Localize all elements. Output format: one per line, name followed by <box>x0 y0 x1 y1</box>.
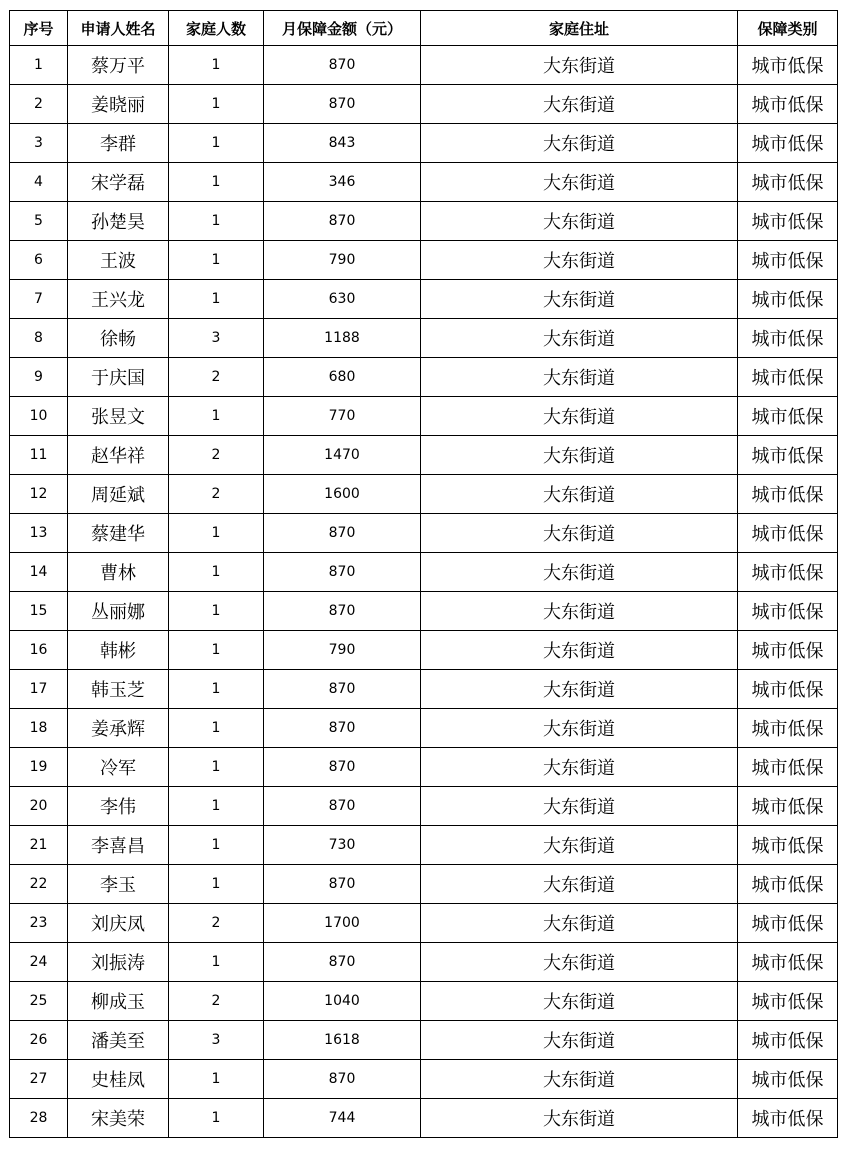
cell-monthly-amount: 1700 <box>264 904 421 943</box>
cell-address: 大东街道 <box>421 202 738 241</box>
cell-assistance-type: 城市低保 <box>738 124 838 163</box>
cell-serial: 16 <box>10 631 68 670</box>
table-row <box>10 1060 838 1099</box>
header-address: 家庭住址 <box>421 11 738 46</box>
cell-household-size: 1 <box>169 397 264 436</box>
cell-address: 大东街道 <box>421 1099 738 1138</box>
cell-assistance-type: 城市低保 <box>738 553 838 592</box>
cell-address: 大东街道 <box>421 85 738 124</box>
cell-applicant-name: 王波 <box>68 241 169 280</box>
cell-serial: 12 <box>10 475 68 514</box>
table-row <box>10 826 838 865</box>
table-row <box>10 124 838 163</box>
cell-applicant-name: 蔡建华 <box>68 514 169 553</box>
cell-applicant-name: 李群 <box>68 124 169 163</box>
cell-monthly-amount: 1470 <box>264 436 421 475</box>
table-row <box>10 475 838 514</box>
table-row <box>10 787 838 826</box>
cell-serial: 26 <box>10 1021 68 1060</box>
cell-household-size: 3 <box>169 319 264 358</box>
cell-household-size: 3 <box>169 1021 264 1060</box>
cell-assistance-type: 城市低保 <box>738 670 838 709</box>
cell-household-size: 1 <box>169 748 264 787</box>
header-serial: 序号 <box>10 11 68 46</box>
cell-serial: 22 <box>10 865 68 904</box>
cell-applicant-name: 刘振涛 <box>68 943 169 982</box>
table-row <box>10 319 838 358</box>
cell-assistance-type: 城市低保 <box>738 163 838 202</box>
cell-applicant-name: 刘庆凤 <box>68 904 169 943</box>
cell-address: 大东街道 <box>421 358 738 397</box>
cell-address: 大东街道 <box>421 592 738 631</box>
cell-household-size: 1 <box>169 826 264 865</box>
cell-address: 大东街道 <box>421 982 738 1021</box>
cell-serial: 18 <box>10 709 68 748</box>
cell-assistance-type: 城市低保 <box>738 85 838 124</box>
table-row <box>10 748 838 787</box>
cell-address: 大东街道 <box>421 514 738 553</box>
cell-address: 大东街道 <box>421 397 738 436</box>
cell-serial: 1 <box>10 46 68 85</box>
table-row <box>10 358 838 397</box>
table-row <box>10 85 838 124</box>
cell-assistance-type: 城市低保 <box>738 1099 838 1138</box>
cell-serial: 6 <box>10 241 68 280</box>
cell-serial: 28 <box>10 1099 68 1138</box>
cell-applicant-name: 曹林 <box>68 553 169 592</box>
cell-address: 大东街道 <box>421 709 738 748</box>
header-row <box>10 11 838 46</box>
table-row <box>10 592 838 631</box>
cell-address: 大东街道 <box>421 826 738 865</box>
cell-address: 大东街道 <box>421 553 738 592</box>
cell-monthly-amount: 870 <box>264 46 421 85</box>
cell-applicant-name: 孙楚昊 <box>68 202 169 241</box>
cell-monthly-amount: 870 <box>264 592 421 631</box>
cell-household-size: 1 <box>169 163 264 202</box>
cell-household-size: 1 <box>169 631 264 670</box>
cell-serial: 5 <box>10 202 68 241</box>
cell-monthly-amount: 1040 <box>264 982 421 1021</box>
cell-applicant-name: 周延斌 <box>68 475 169 514</box>
cell-applicant-name: 史桂凤 <box>68 1060 169 1099</box>
cell-address: 大东街道 <box>421 670 738 709</box>
table-row <box>10 241 838 280</box>
cell-applicant-name: 姜晓丽 <box>68 85 169 124</box>
cell-assistance-type: 城市低保 <box>738 1060 838 1099</box>
cell-assistance-type: 城市低保 <box>738 982 838 1021</box>
cell-monthly-amount: 870 <box>264 1060 421 1099</box>
cell-household-size: 2 <box>169 904 264 943</box>
cell-monthly-amount: 870 <box>264 748 421 787</box>
cell-serial: 20 <box>10 787 68 826</box>
cell-household-size: 1 <box>169 1060 264 1099</box>
cell-household-size: 1 <box>169 280 264 319</box>
cell-serial: 15 <box>10 592 68 631</box>
cell-monthly-amount: 730 <box>264 826 421 865</box>
cell-assistance-type: 城市低保 <box>738 631 838 670</box>
cell-household-size: 1 <box>169 514 264 553</box>
cell-applicant-name: 姜承辉 <box>68 709 169 748</box>
cell-applicant-name: 李伟 <box>68 787 169 826</box>
cell-address: 大东街道 <box>421 319 738 358</box>
cell-monthly-amount: 843 <box>264 124 421 163</box>
cell-serial: 3 <box>10 124 68 163</box>
table-row <box>10 904 838 943</box>
cell-address: 大东街道 <box>421 943 738 982</box>
cell-applicant-name: 李喜昌 <box>68 826 169 865</box>
cell-monthly-amount: 790 <box>264 631 421 670</box>
cell-household-size: 1 <box>169 241 264 280</box>
table-row <box>10 436 838 475</box>
cell-assistance-type: 城市低保 <box>738 241 838 280</box>
cell-monthly-amount: 870 <box>264 709 421 748</box>
cell-serial: 2 <box>10 85 68 124</box>
cell-household-size: 1 <box>169 670 264 709</box>
cell-assistance-type: 城市低保 <box>738 397 838 436</box>
cell-monthly-amount: 1188 <box>264 319 421 358</box>
cell-applicant-name: 韩彬 <box>68 631 169 670</box>
cell-monthly-amount: 790 <box>264 241 421 280</box>
cell-applicant-name: 蔡万平 <box>68 46 169 85</box>
table-row <box>10 1021 838 1060</box>
cell-assistance-type: 城市低保 <box>738 1021 838 1060</box>
cell-applicant-name: 潘美至 <box>68 1021 169 1060</box>
cell-address: 大东街道 <box>421 865 738 904</box>
header-applicant-name: 申请人姓名 <box>68 11 169 46</box>
cell-serial: 27 <box>10 1060 68 1099</box>
table-row <box>10 982 838 1021</box>
cell-applicant-name: 于庆国 <box>68 358 169 397</box>
cell-assistance-type: 城市低保 <box>738 943 838 982</box>
cell-serial: 7 <box>10 280 68 319</box>
cell-serial: 11 <box>10 436 68 475</box>
cell-assistance-type: 城市低保 <box>738 319 838 358</box>
cell-address: 大东街道 <box>421 241 738 280</box>
cell-address: 大东街道 <box>421 1060 738 1099</box>
cell-monthly-amount: 870 <box>264 865 421 904</box>
cell-assistance-type: 城市低保 <box>738 436 838 475</box>
cell-address: 大东街道 <box>421 904 738 943</box>
cell-monthly-amount: 346 <box>264 163 421 202</box>
cell-applicant-name: 冷军 <box>68 748 169 787</box>
cell-assistance-type: 城市低保 <box>738 280 838 319</box>
cell-assistance-type: 城市低保 <box>738 709 838 748</box>
cell-address: 大东街道 <box>421 46 738 85</box>
low-income-assistance-table <box>9 10 838 1138</box>
cell-household-size: 2 <box>169 982 264 1021</box>
cell-applicant-name: 张昱文 <box>68 397 169 436</box>
table-body <box>10 46 838 1138</box>
cell-assistance-type: 城市低保 <box>738 46 838 85</box>
cell-assistance-type: 城市低保 <box>738 592 838 631</box>
cell-household-size: 2 <box>169 475 264 514</box>
cell-assistance-type: 城市低保 <box>738 358 838 397</box>
table-row <box>10 397 838 436</box>
cell-monthly-amount: 630 <box>264 280 421 319</box>
cell-household-size: 1 <box>169 787 264 826</box>
table-header <box>10 11 838 46</box>
table-row <box>10 709 838 748</box>
table-row <box>10 553 838 592</box>
cell-household-size: 1 <box>169 709 264 748</box>
table-row <box>10 631 838 670</box>
cell-serial: 13 <box>10 514 68 553</box>
cell-monthly-amount: 1600 <box>264 475 421 514</box>
cell-monthly-amount: 680 <box>264 358 421 397</box>
cell-monthly-amount: 870 <box>264 553 421 592</box>
cell-household-size: 1 <box>169 202 264 241</box>
cell-address: 大东街道 <box>421 436 738 475</box>
cell-applicant-name: 柳成玉 <box>68 982 169 1021</box>
header-household-size: 家庭人数 <box>169 11 264 46</box>
cell-household-size: 1 <box>169 124 264 163</box>
header-assistance-type: 保障类别 <box>738 11 838 46</box>
cell-household-size: 2 <box>169 436 264 475</box>
cell-monthly-amount: 744 <box>264 1099 421 1138</box>
cell-applicant-name: 韩玉芝 <box>68 670 169 709</box>
cell-household-size: 1 <box>169 592 264 631</box>
cell-applicant-name: 赵华祥 <box>68 436 169 475</box>
cell-household-size: 1 <box>169 46 264 85</box>
cell-monthly-amount: 870 <box>264 670 421 709</box>
cell-address: 大东街道 <box>421 631 738 670</box>
cell-household-size: 1 <box>169 943 264 982</box>
table-row <box>10 280 838 319</box>
cell-address: 大东街道 <box>421 1021 738 1060</box>
table-row <box>10 670 838 709</box>
cell-serial: 24 <box>10 943 68 982</box>
cell-applicant-name: 李玉 <box>68 865 169 904</box>
cell-serial: 25 <box>10 982 68 1021</box>
cell-assistance-type: 城市低保 <box>738 514 838 553</box>
cell-serial: 14 <box>10 553 68 592</box>
cell-household-size: 1 <box>169 553 264 592</box>
cell-applicant-name: 徐畅 <box>68 319 169 358</box>
cell-serial: 9 <box>10 358 68 397</box>
cell-household-size: 1 <box>169 85 264 124</box>
cell-serial: 17 <box>10 670 68 709</box>
cell-serial: 19 <box>10 748 68 787</box>
cell-address: 大东街道 <box>421 748 738 787</box>
cell-address: 大东街道 <box>421 280 738 319</box>
table-row <box>10 943 838 982</box>
cell-monthly-amount: 870 <box>264 943 421 982</box>
table-row <box>10 163 838 202</box>
cell-assistance-type: 城市低保 <box>738 475 838 514</box>
cell-assistance-type: 城市低保 <box>738 787 838 826</box>
cell-serial: 23 <box>10 904 68 943</box>
table-row <box>10 202 838 241</box>
cell-monthly-amount: 870 <box>264 787 421 826</box>
cell-monthly-amount: 1618 <box>264 1021 421 1060</box>
cell-applicant-name: 丛丽娜 <box>68 592 169 631</box>
cell-household-size: 1 <box>169 1099 264 1138</box>
table-row <box>10 46 838 85</box>
cell-assistance-type: 城市低保 <box>738 748 838 787</box>
cell-household-size: 1 <box>169 865 264 904</box>
header-monthly-amount: 月保障金额（元） <box>264 11 421 46</box>
cell-serial: 8 <box>10 319 68 358</box>
cell-address: 大东街道 <box>421 163 738 202</box>
cell-assistance-type: 城市低保 <box>738 202 838 241</box>
cell-applicant-name: 宋美荣 <box>68 1099 169 1138</box>
cell-monthly-amount: 870 <box>264 514 421 553</box>
cell-serial: 10 <box>10 397 68 436</box>
cell-monthly-amount: 770 <box>264 397 421 436</box>
table-row <box>10 1099 838 1138</box>
cell-assistance-type: 城市低保 <box>738 904 838 943</box>
table-row <box>10 865 838 904</box>
cell-address: 大东街道 <box>421 124 738 163</box>
cell-serial: 21 <box>10 826 68 865</box>
cell-assistance-type: 城市低保 <box>738 865 838 904</box>
cell-assistance-type: 城市低保 <box>738 826 838 865</box>
cell-monthly-amount: 870 <box>264 85 421 124</box>
table-row <box>10 514 838 553</box>
cell-monthly-amount: 870 <box>264 202 421 241</box>
cell-applicant-name: 王兴龙 <box>68 280 169 319</box>
cell-applicant-name: 宋学磊 <box>68 163 169 202</box>
cell-serial: 4 <box>10 163 68 202</box>
cell-address: 大东街道 <box>421 475 738 514</box>
cell-household-size: 2 <box>169 358 264 397</box>
cell-address: 大东街道 <box>421 787 738 826</box>
